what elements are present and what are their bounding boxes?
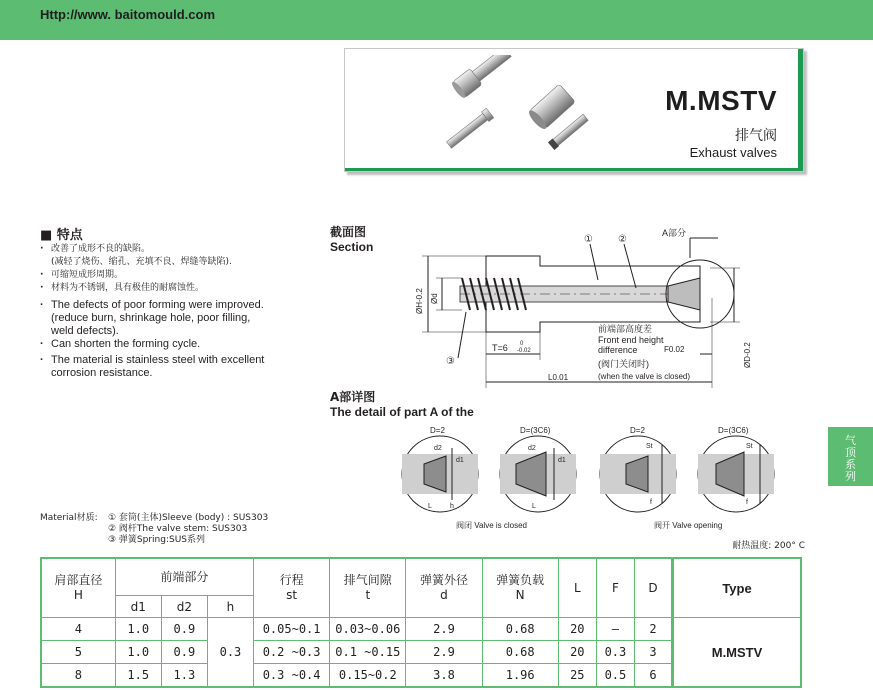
feature-item: · 可缩短成形周期。 <box>40 269 320 282</box>
callout-spring: ③ <box>446 356 455 367</box>
dim-t-tolerance: -0.02 <box>517 348 531 354</box>
dim-f-4: f <box>746 499 748 506</box>
dim-d: ØD-0.2 <box>743 342 752 368</box>
cell-d2: 0.9 <box>161 641 207 664</box>
dim-l-2: L <box>532 503 536 510</box>
feature-item: · 改善了成形不良的缺陷。 <box>40 243 320 256</box>
table-row <box>41 618 801 641</box>
cell-d1: 1.0 <box>115 641 161 664</box>
cell-d1: 1.0 <box>115 618 161 641</box>
cell-bigd: 3 <box>634 641 672 664</box>
card-accent-bar <box>798 49 803 171</box>
col-header-t-cn: 排气间隙 <box>343 573 392 587</box>
cell-l: 25 <box>558 664 596 688</box>
cell-h: 4 <box>41 618 115 641</box>
feature-item: (reduce burn, shrinkage hole, poor filling, <box>51 312 251 324</box>
cell-bigd: 6 <box>634 664 672 688</box>
dim-st-4: St <box>746 443 753 450</box>
dim-d1-1: d1 <box>456 457 464 464</box>
cell-d: 2.9 <box>406 641 482 664</box>
note-height-cn: 前端部高度差 <box>598 324 653 334</box>
dim-f-3: f <box>650 499 652 506</box>
col-header-d <box>406 558 482 618</box>
dim-d1-2: d1 <box>558 457 566 464</box>
cell-n: 0.68 <box>482 641 558 664</box>
caption-valve-closed: 阀闭 Valve is closed <box>456 521 527 530</box>
detail-label-3: D=2 <box>630 426 645 435</box>
material-item: ② 阀杆The valve stem: SUS303 <box>108 524 248 534</box>
dim-d2-2: d2 <box>528 445 536 452</box>
features-heading: ■ 特点 <box>40 228 83 243</box>
col-header-h-en: H <box>73 588 83 602</box>
cell-l: 20 <box>558 641 596 664</box>
cell-d: 3.8 <box>406 664 482 688</box>
note-height-en2: difference <box>598 345 638 355</box>
cell-d2: 0.9 <box>161 618 207 641</box>
feature-item: weld defects). <box>51 325 119 337</box>
material-item: ① 套筒(主体)Sleeve (body) : SUS303 <box>108 513 269 523</box>
dim-length: L0.01 <box>548 373 569 382</box>
dim-st-3: St <box>646 443 653 450</box>
product-name-en: Exhaust valves <box>689 145 777 160</box>
category-side-tab[interactable] <box>828 427 873 486</box>
col-header-d-en: d <box>440 588 448 602</box>
col-header-l: L <box>558 558 596 618</box>
cell-bigd: 2 <box>634 618 672 641</box>
detail-label-2: D=(3C6) <box>520 426 551 435</box>
cell-f: – <box>596 618 634 641</box>
cell-type: M.MSTV <box>673 618 801 688</box>
dim-t: T=6 <box>492 343 508 353</box>
cell-st: 0.05~0.1 <box>254 618 330 641</box>
cell-t: 0.03~0.06 <box>330 618 406 641</box>
dim-spring-diameter: Ød <box>430 293 439 304</box>
col-header-front: 前端部分 <box>115 558 253 596</box>
cell-n: 0.68 <box>482 618 558 641</box>
feature-item: (减轻了烧伤、缩孔、充填不良、焊缝等缺陷). <box>51 257 232 267</box>
col-header-n-en: N <box>515 588 525 602</box>
feature-item: · The material is stainless steel with excellent <box>40 354 320 367</box>
header-bar <box>0 0 873 40</box>
cell-d2: 1.3 <box>161 664 207 688</box>
cell-t: 0.15~0.2 <box>330 664 406 688</box>
title-card <box>344 48 804 172</box>
callout-stem: ② <box>618 234 627 245</box>
sub-header-d1: d1 <box>115 596 161 618</box>
col-header-type: Type <box>673 558 801 618</box>
col-header-t-en: t <box>365 588 371 602</box>
col-header-st-en: st <box>286 588 298 602</box>
material-label: Material材质: <box>40 513 98 523</box>
cell-st: 0.2 ~0.3 <box>254 641 330 664</box>
col-header-f: F <box>596 558 634 618</box>
feature-item: · Can shorten the forming cycle. <box>40 338 320 351</box>
sub-header-h: h <box>207 596 253 618</box>
dim-l-1: L <box>428 503 432 510</box>
col-header-n <box>482 558 558 618</box>
detail-label-4: D=(3C6) <box>718 426 749 435</box>
product-photo <box>405 55 635 165</box>
col-header-n-cn: 弹簧负载 <box>496 573 545 587</box>
caption-valve-open: 阀开 Valve opening <box>654 521 723 530</box>
col-header-bigd: D <box>634 558 672 618</box>
material-block <box>40 513 268 546</box>
cell-h-shared: 0.3 <box>207 618 253 688</box>
feature-item: · The defects of poor forming were improved. <box>40 299 320 312</box>
col-header-d-cn: 弹簧外径 <box>419 573 468 587</box>
note-closed-cn: (阀门关闭时) <box>598 359 649 369</box>
note-height-en1: Front end height <box>598 335 664 345</box>
col-header-h-cn: 肩部直径 <box>54 573 103 587</box>
spec-table <box>40 557 802 688</box>
note-closed-en: (when the valve is closed) <box>598 372 691 381</box>
cell-d1: 1.5 <box>115 664 161 688</box>
cell-st: 0.3 ~0.4 <box>254 664 330 688</box>
section-title-en: Section <box>330 240 374 254</box>
dim-h-1: h <box>450 503 454 510</box>
part-a-label: A部分 <box>662 228 687 238</box>
dim-t-tolerance-top: 0 <box>520 341 524 347</box>
cell-d: 2.9 <box>406 618 482 641</box>
material-item: ③ 弹簧Spring:SUS系列 <box>108 535 206 545</box>
product-name-cn: 排气阀 <box>735 128 777 144</box>
cell-t: 0.1 ~0.15 <box>330 641 406 664</box>
col-header-st <box>254 558 330 618</box>
cell-n: 1.96 <box>482 664 558 688</box>
detail-title-en: The detail of part A of the <box>330 405 474 419</box>
features-list <box>40 243 320 380</box>
section-drawing <box>400 228 780 388</box>
feature-item: corrosion resistance. <box>51 367 153 379</box>
section-title-cn: 截面图 <box>330 225 367 239</box>
sub-header-d2: d2 <box>161 596 207 618</box>
cell-h: 5 <box>41 641 115 664</box>
cell-f: 0.3 <box>596 641 634 664</box>
col-header-h <box>41 558 115 618</box>
detail-label-1: D=2 <box>430 426 445 435</box>
card-bottom-line <box>345 168 803 171</box>
col-header-t <box>330 558 406 618</box>
dim-d2-1: d2 <box>434 445 442 452</box>
cell-h: 8 <box>41 664 115 688</box>
side-tab-label: 气顶系列 <box>845 434 856 483</box>
dim-shoulder-diameter: ØH-0.2 <box>415 288 424 314</box>
detail-title-cn: A部详图 <box>330 390 376 404</box>
detail-drawings <box>400 424 800 534</box>
model-code: M.MSTV <box>665 85 777 116</box>
cell-f: 0.5 <box>596 664 634 688</box>
feature-item: · 材料为不锈钢，具有极佳的耐腐蚀性。 <box>40 282 320 295</box>
col-header-st-cn: 行程 <box>279 573 304 587</box>
cell-l: 20 <box>558 618 596 641</box>
callout-sleeve: ① <box>584 234 593 245</box>
website-url[interactable]: Http://www. baitomould.com <box>40 7 216 22</box>
dim-f: F0.02 <box>664 345 685 354</box>
heat-resistance-note: 耐热温度: 200° C <box>732 541 805 551</box>
